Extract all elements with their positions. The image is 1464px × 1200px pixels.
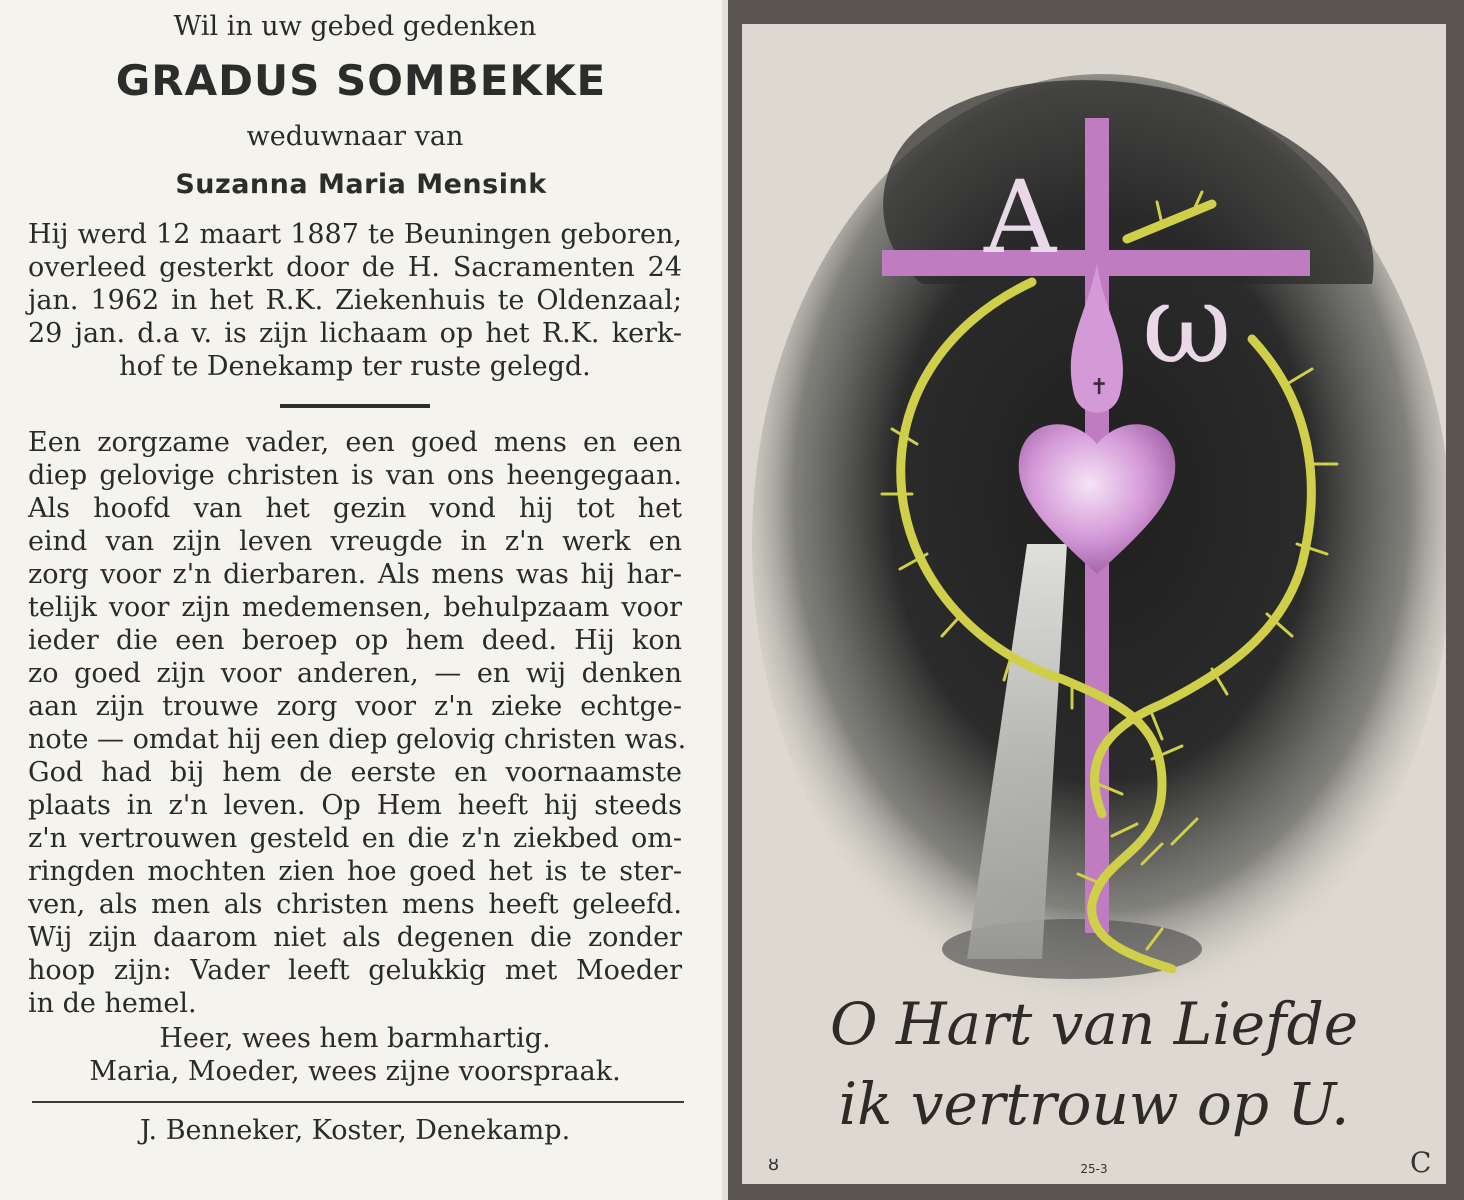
text-line: zorg voor z'n dierbaren. Als mens was hij har- — [28, 559, 682, 590]
print-code: 25-3 — [1080, 1162, 1108, 1176]
memorial-text-card — [0, 0, 722, 1200]
text-line: aan zijn trouwe zorg voor z'n zieke echtge- — [28, 691, 682, 722]
text-line: note — omdat hij een diep gelovig christen was. — [28, 724, 687, 755]
bio-line: Hij werd 12 maart 1887 te Beuningen geboren, — [28, 219, 682, 250]
bio-line: overleed gesterkt door de H. Sacramenten 24 — [28, 252, 682, 283]
text-line: Als hoofd van het gezin vond hij tot het — [28, 493, 682, 524]
text-line: diep gelovige christen is van ons heengegaan. — [28, 460, 682, 491]
publisher-mark-right: C — [1410, 1146, 1432, 1179]
artist-mark-left: ȣ — [768, 1154, 779, 1175]
printer-line: J. Benneker, Koster, Denekamp. — [139, 1115, 571, 1146]
deceased-name: GRADUS SOMBEKKE — [115, 56, 607, 105]
spouse-name: Suzanna Maria Mensink — [175, 169, 547, 200]
text-line: z'n vertrouwen gesteld en die z'n ziekbed om- — [28, 823, 682, 854]
omega-letter: ω — [1142, 260, 1232, 388]
text-line: God had bij hem de eerste en voornaamste — [28, 757, 682, 788]
motto-line-1: O Hart van Liefde — [829, 990, 1359, 1058]
relation-line: weduwnaar van — [246, 121, 464, 152]
section-divider — [280, 404, 430, 408]
memorial-image-card — [728, 0, 1464, 1200]
prayer-line: Heer, wees hem barmhartig. — [159, 1023, 551, 1054]
footer-divider — [32, 1101, 684, 1103]
bio-line: hof te Denekamp ter ruste gelegd. — [119, 351, 591, 382]
text-line: eind van zijn leven vreugde in z'n werk en — [28, 526, 682, 557]
text-line: zo goed zijn voor anderen, — en wij denken — [28, 658, 682, 689]
motto-line-2: ik vertrouw op U. — [838, 1070, 1350, 1138]
flame-cross: ✝ — [1090, 375, 1109, 400]
text-line: telijk voor zijn medemensen, behulpzaam voor — [28, 592, 682, 623]
devotional-image — [742, 24, 1446, 1184]
text-line: ringden mochten zien hoe goed het is te ster- — [28, 856, 682, 887]
text-line: ieder die een beroep op hem deed. Hij kon — [28, 625, 682, 656]
text-line: plaats in z'n leven. Op Hem heeft hij steeds — [28, 790, 682, 821]
bio-line: jan. 1962 in het R.K. Ziekenhuis te Oldenzaal; — [28, 285, 682, 316]
text-line: in de hemel. — [28, 988, 197, 1019]
intro-line: Wil in uw gebed gedenken — [173, 11, 537, 42]
bio-line: 29 jan. d.a v. is zijn lichaam op het R.K. kerk- — [28, 318, 682, 349]
alpha-letter: A — [984, 159, 1057, 276]
prayer-line: Maria, Moeder, wees zijne voorspraak. — [89, 1056, 621, 1087]
text-line: Wij zijn daarom niet als degenen die zonder — [28, 922, 682, 953]
text-line: hoop zijn: Vader leeft gelukkig met Moeder — [28, 955, 682, 986]
text-line: Een zorgzame vader, een goed mens en een — [28, 427, 682, 458]
text-line: ven, als men als christen mens heeft geleefd. — [28, 889, 682, 920]
